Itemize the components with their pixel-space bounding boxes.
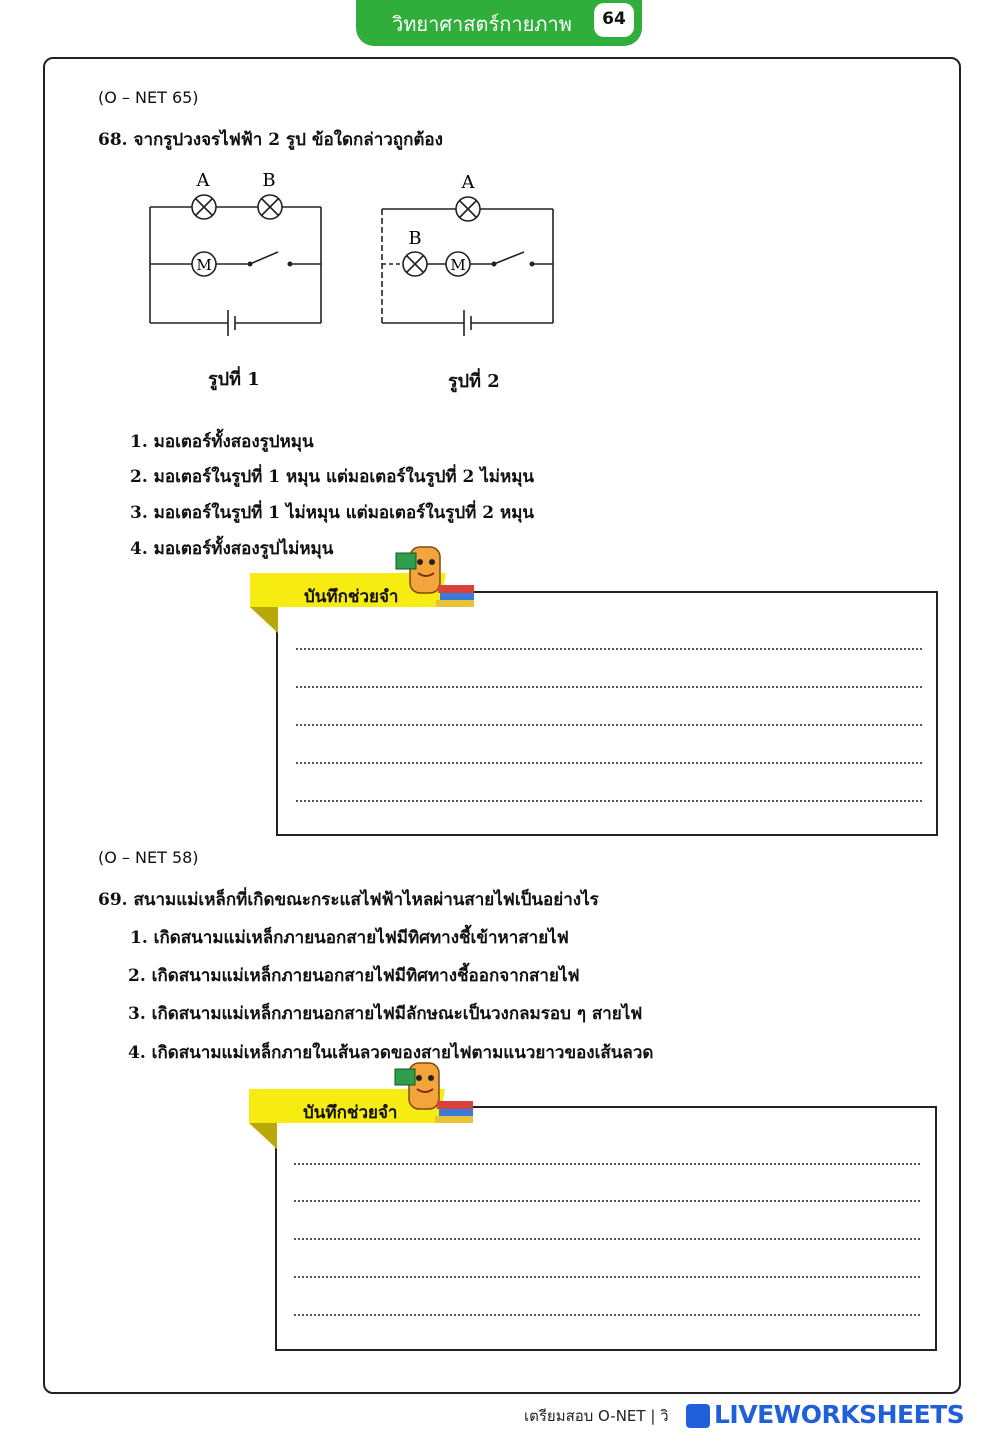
lamp-b-label: B — [408, 228, 422, 249]
motor-label: M — [450, 256, 466, 274]
q69-option-2: 2. เกิดสนามแม่เหล็กภายนอกสายไฟมีทิศทางชี้ออกจากสายไฟ — [128, 966, 580, 986]
note-line — [294, 1238, 920, 1240]
lamp-a-label: A — [196, 170, 210, 191]
q69-option-4: 4. เกิดสนามแม่เหล็กภายในเส้นลวดของสายไฟตามแนวยาวของเส้นลวด — [128, 1043, 654, 1063]
q68-source: (O – NET 65) — [98, 88, 199, 107]
liveworksheets-watermark[interactable]: LIVEWORKSHEETS — [714, 1400, 965, 1429]
note-line — [294, 1200, 920, 1202]
note-line — [294, 1314, 920, 1316]
note-line — [294, 1163, 920, 1165]
q68-note-label: บันทึกช่วยจำ — [304, 587, 399, 607]
page-number: 64 — [594, 3, 634, 37]
figure-2-caption: รูปที่ 2 — [448, 371, 500, 392]
liveworksheets-logo-icon — [686, 1404, 710, 1428]
lamp-b-label: B — [262, 170, 276, 191]
q69-option-1: 1. เกิดสนามแม่เหล็กภายนอกสายไฟมีทิศทางชี้เข้าหาสายไฟ — [130, 928, 569, 948]
q69-note-label: บันทึกช่วยจำ — [303, 1103, 398, 1123]
note-line — [296, 762, 922, 764]
q68-option-2: 2. มอเตอร์ในรูปที่ 1 หมุน แต่มอเตอร์ในรูปที่ 2 ไม่หมุน — [130, 467, 535, 487]
q68-option-1: 1. มอเตอร์ทั้งสองรูปหมุน — [130, 432, 314, 452]
note-line — [296, 800, 922, 802]
header-title: วิทยาศาสตร์กายภาพ — [392, 12, 572, 36]
figure-1-caption: รูปที่ 1 — [208, 369, 260, 390]
q69-source: (O – NET 58) — [98, 848, 199, 867]
note-line — [296, 724, 922, 726]
q68-option-4: 4. มอเตอร์ทั้งสองรูปไม่หมุน — [130, 539, 334, 559]
note-line — [296, 686, 922, 688]
circuit-figure-1 — [140, 165, 340, 340]
note-line — [296, 648, 922, 650]
lamp-a-label: A — [461, 172, 475, 193]
note-line — [294, 1276, 920, 1278]
q68-question: 68. จากรูปวงจรไฟฟ้า 2 รูป ข้อใดกล่าวถูกต้อง — [98, 130, 443, 150]
q69-question: 69. สนามแม่เหล็กที่เกิดขณะกระแสไฟฟ้าไหลผ่านสายไฟเป็นอย่างไร — [98, 890, 599, 910]
circuit-figure-2 — [372, 165, 572, 340]
q69-option-3: 3. เกิดสนามแม่เหล็กภายนอกสายไฟมีลักษณะเป็นวงกลมรอบ ๆ สายไฟ — [128, 1004, 643, 1024]
motor-label: M — [196, 256, 212, 274]
q68-option-3: 3. มอเตอร์ในรูปที่ 1 ไม่หมุน แต่มอเตอร์ในรูปที่ 2 หมุน — [130, 503, 535, 523]
footer-text: เตรียมสอบ O-NET | วิ — [524, 1407, 669, 1425]
